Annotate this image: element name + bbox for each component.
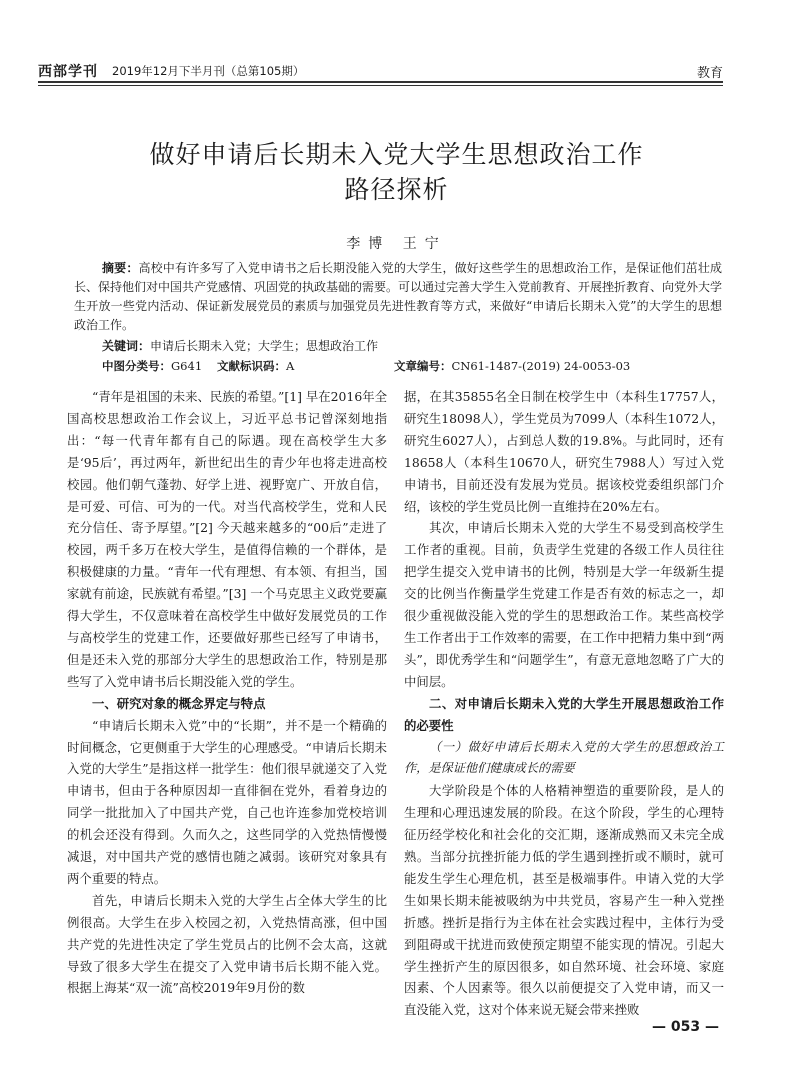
classification-line (102, 358, 662, 376)
paragraph: “青年是祖国的未来、民族的希望。”[1] 早在2016年全国高校思想政治工作会议上，习近平总书记曾深刻地指出：“每一代青年都有自己的际遇。现在高校学生大多是‘95后’，再过两年，新世纪出生的青少年也将走进高校校园。他们朝气蓬勃、好学上进、视野宽广、开放自信，是可爱、可信、可为的一代。对当代高校学生，党和人民充分信任、寄予厚望。”[2] 今天越来越多的“00后”走进了校园，两千多万在校大学生，是值得信赖的一个群体，是积极健康的力量。“青年一代有理想、有本领、有担当，国家就有前途，民族就有希望。”[3] 一个马克思主义政党要赢得大学生，不仅意味着在高校学生中做好发展党员的工作与高校学生的党建工作，还要做好那些已经写了申请书，但是还未入党的那部分大学生的思想政治工作，特别是那些写了入党申请书后长期没能入党的学生。 (67, 389, 387, 689)
article-number (394, 358, 630, 374)
keywords (102, 337, 378, 355)
paragraph: “申请后长期未入党”中的“长期”，并不是一个精确的时间概念，它更侧重于大学生的心理感受。“申请后长期未入党的大学生”是指这样一批学生：他们很早就递交了入党申请书，但由于各种原因却一直徘徊在党外，看着身边的同学一批批加入了中国共产党，自己也许连参加党校培训的机会还没有得到。久而久之，这些同学的入党热情慢慢减退，对中国共产党的感情也随之减弱。该研究对象具有两个重要的特点。 (67, 717, 387, 886)
clc-value: G641 (171, 359, 203, 373)
abstract-label: 摘要： (102, 261, 139, 275)
paragraph: 大学阶段是个体的人格精神塑造的重要阶段，是人的生理和心理迅速发展的阶段。在这个阶段，学生的心理特征历经学校化和社会化的交汇期，逐渐成熟而又未完全成熟。当部分抗挫折能力低的学生遇到挫折或不顺时，就可能发生学生心理危机，甚至是极端事件。申请入党的大学生如果长期未能被吸纳为中共党员，容易产生一种入党挫折感。挫折是指行为主体在社会实践过程中，主体行为受到阻碍或干扰进而致使预定期望不能实现的情况。引起大学生挫折产生的原因很多，如自然环境、社会环境、家庭因素、个人因素等。很久以前便提交了入党申请，而又一直没能入党，这对个体来说无疑会带来挫败 (404, 783, 724, 1018)
running-header (38, 58, 723, 80)
issue-info: 2019年12月下半月刊（总第105期） (112, 64, 305, 78)
section-name: 教育 (696, 66, 723, 81)
section-heading: 一、研究对象的概念界定与特点 (92, 695, 266, 711)
clc-code (102, 358, 202, 374)
doc-code-value: A (286, 359, 295, 373)
article-title (60, 137, 733, 207)
title-line-1: 做好申请后长期未入党大学生思想政治工作 (149, 140, 644, 169)
author-names: 李博 王宁 (346, 236, 447, 252)
section-heading: 二、对申请后长期未入党的大学生开展思想政治工作的必要性 (404, 695, 724, 733)
paragraph: 首先，申请后长期未入党的大学生占全体大学生的比例很高。大学生在步入校园之初，入党热情高涨，但中国共产党的先进性决定了学生党员占的比例不会太高，这就导致了很多大学生在提交了入党申请书后长期不能入党。根据上海某“双一流”高校2019年9月份的数 (67, 892, 387, 996)
abstract (74, 259, 722, 335)
abstract-text: 高校中有许多写了入党申请书之后长期没能入党的大学生，做好这些学生的思想政治工作，是保证他们茁壮成长、保持他们对中国共产党感情、巩固党的执政基础的需要。可以通过完善大学生入党前教育、开展挫折教育、向党外大学生开放一些党内活动、保证新发展党员的素质与加强党员先进性教育等方式，来做好“申请后长期未入党”的大学生的思想政治工作。 (74, 261, 723, 332)
doc-code-label: 文献标识码： (217, 359, 286, 373)
title-line-2: 路径探析 (344, 175, 449, 204)
article-no-value: CN61-1487-(2019) 24-0053-03 (451, 359, 631, 373)
article-no-label: 文章编号： (394, 359, 452, 373)
header-rule-thin (38, 85, 723, 86)
paragraph: 其次，申请后长期未入党的大学生不易受到高校学生工作者的重视。目前，负责学生党建的各级工作人员往往把学生提交入党申请书的比例，特别是大学一年级新生提交的比例当作衡量学生党建工作是否有效的标志之一，却很少重视做没能入党的学生的思想政治工作。某些高校学生工作者出于工作效率的需要，在工作中把精力集中到“两头”，即优秀学生和“问题学生”，有意无意地忽略了广大的中间层。 (404, 520, 724, 689)
keywords-text: 申请后长期未入党；大学生；思想政治工作 (150, 339, 379, 353)
keywords-label: 关键词： (102, 339, 151, 353)
clc-label: 中图分类号： (102, 359, 171, 373)
header-rule-thick (38, 81, 723, 83)
document-code (217, 358, 294, 374)
page-number: — 053 — (652, 1019, 719, 1035)
paragraph: 据，在其35855名全日制在校学生中（本科生17757人，研究生18098人），学生党员为7099人（本科生1072人，研究生6027人），占到总人数的19.8%。与此同时，还有18658人（本科生10670人，研究生7988人）写过入党申请书，目前还没有发展为党员。据该校党委组织部门介绍，该校的学生党员比例一直维持在20%左右。 (404, 389, 724, 514)
left-column (67, 386, 387, 999)
journal-name: 西部学刊 (38, 64, 98, 80)
right-column (404, 386, 724, 1021)
subsection-heading: （一）做好申请后长期未入党的大学生的思想政治工作，是保证他们健康成长的需要 (404, 739, 724, 776)
